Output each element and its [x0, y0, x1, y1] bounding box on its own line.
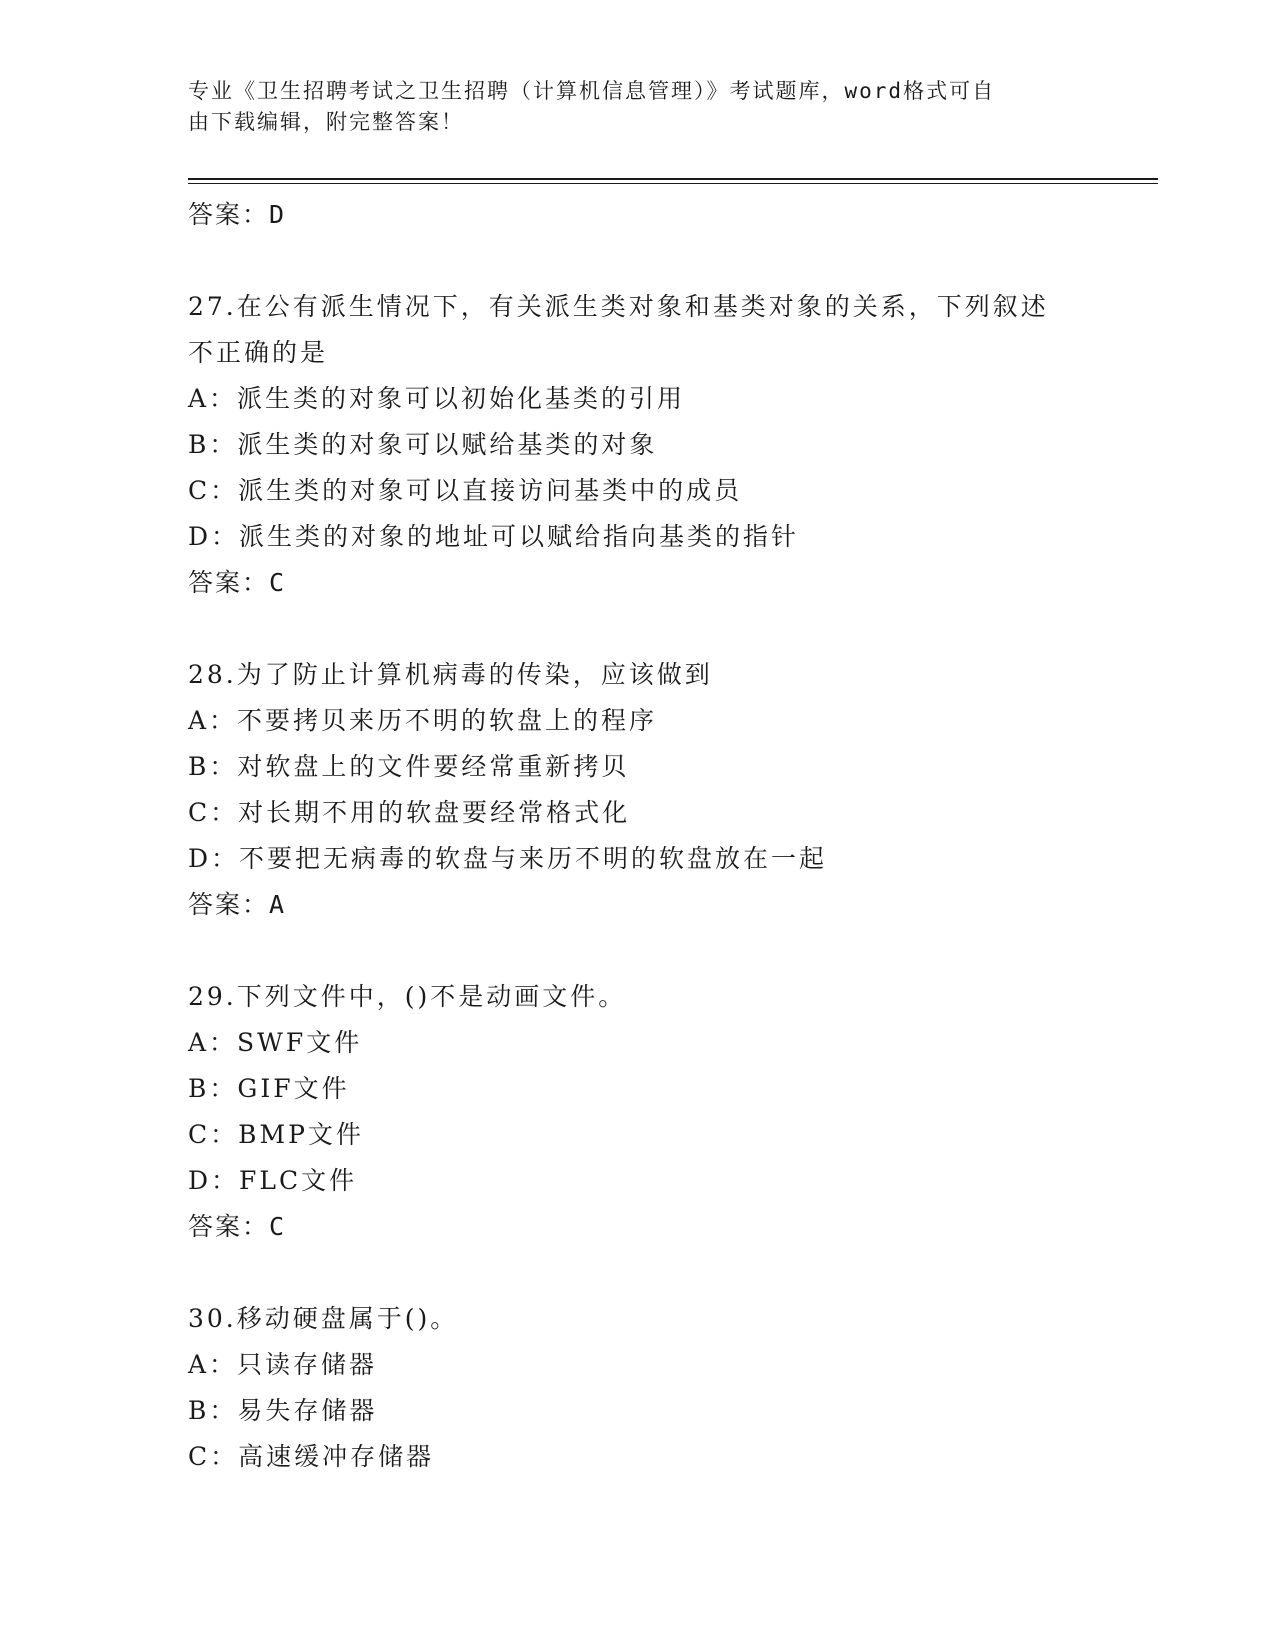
answer-line: 答案：C — [188, 568, 287, 597]
question-stem: 27.在公有派生情况下，有关派生类对象和基类对象的关系，下列叙述 — [188, 292, 1049, 321]
question-stem: 30.移动硬盘属于()。 — [188, 1304, 459, 1333]
question-29 — [188, 974, 1088, 1250]
spacer — [188, 1250, 1088, 1296]
question-28 — [188, 652, 1088, 928]
option-a: A：只读存储器 — [188, 1350, 378, 1379]
option-b: B：派生类的对象可以赋给基类的对象 — [188, 430, 658, 459]
question-stem: 28.为了防止计算机病毒的传染，应该做到 — [188, 660, 713, 689]
answer-line: 答案：C — [188, 1212, 287, 1241]
question-27 — [188, 284, 1088, 606]
spacer — [188, 928, 1088, 974]
option-b: B：对软盘上的文件要经常重新拷贝 — [188, 752, 630, 781]
question-stem: 29.下列文件中，()不是动画文件。 — [188, 982, 627, 1011]
document-header — [188, 76, 1068, 138]
option-b: B：易失存储器 — [188, 1396, 378, 1425]
spacer — [188, 238, 1088, 284]
answer-line: 答案：A — [188, 890, 287, 919]
option-c: C：对长期不用的软盘要经常格式化 — [188, 798, 631, 827]
header-rule-thick — [188, 178, 1158, 180]
option-b: B：GIF文件 — [188, 1074, 350, 1103]
spacer — [188, 606, 1088, 652]
option-a: A：派生类的对象可以初始化基类的引用 — [188, 384, 686, 413]
answer-line: 答案：D — [188, 200, 287, 229]
option-c: C：高速缓冲存储器 — [188, 1442, 435, 1471]
option-d: D：FLC文件 — [188, 1166, 358, 1195]
option-c: C：BMP文件 — [188, 1120, 364, 1149]
question-stem-continued: 不正确的是 — [188, 338, 329, 367]
header-rule-thin — [188, 183, 1158, 184]
option-c: C：派生类的对象可以直接访问基类中的成员 — [188, 476, 743, 505]
question-30 — [188, 1296, 1088, 1480]
header-line-2: 由下载编辑，附完整答案！ — [188, 110, 464, 134]
option-d: D：派生类的对象的地址可以赋给指向基类的指针 — [188, 522, 800, 551]
option-a: A：SWF文件 — [188, 1028, 363, 1057]
option-d: D：不要把无病毒的软盘与来历不明的软盘放在一起 — [188, 844, 828, 873]
document-body — [188, 192, 1088, 1480]
header-line-1: 专业《卫生招聘考试之卫生招聘（计算机信息管理）》考试题库，word格式可自 — [188, 79, 996, 103]
option-a: A：不要拷贝来历不明的软盘上的程序 — [188, 706, 658, 735]
